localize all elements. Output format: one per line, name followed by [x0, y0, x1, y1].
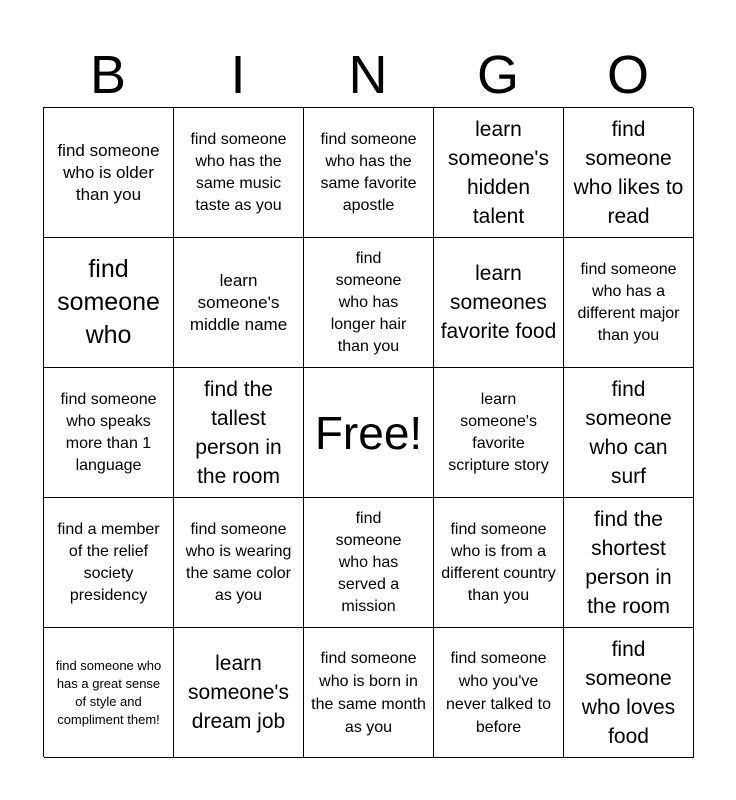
cell-text: learn someones favorite food: [440, 262, 557, 343]
cell-text: find someone who is from a different country than you: [441, 520, 556, 604]
bingo-cell[interactable]: [304, 628, 434, 758]
bingo-cell[interactable]: [174, 498, 304, 628]
bingo-cell[interactable]: [434, 238, 564, 368]
free-space: Free!: [314, 406, 423, 459]
cell-text: find the shortest person in the room: [585, 507, 672, 618]
cell-text: find someone who has longer hair than you: [330, 249, 407, 355]
bingo-cell[interactable]: [434, 108, 564, 238]
bingo-cell[interactable]: [174, 108, 304, 238]
bingo-cell[interactable]: [44, 498, 174, 628]
cell-text: find someone who has the same favorite apostle: [320, 130, 417, 214]
bingo-cell[interactable]: [434, 368, 564, 498]
cell-text: find someone who can surf: [585, 377, 672, 488]
bingo-cell[interactable]: [564, 368, 694, 498]
bingo-cell[interactable]: [44, 368, 174, 498]
cell-text: find a member of the relief society presidency: [57, 520, 160, 604]
header-letter-g: G: [476, 45, 519, 105]
bingo-cell[interactable]: [174, 628, 304, 758]
cell-text: find someone who likes to read: [573, 117, 684, 228]
cell-text: learn someone's favorite scripture story: [448, 390, 549, 474]
header-letter-b: B: [89, 45, 127, 105]
bingo-cell[interactable]: [304, 238, 434, 368]
bingo-cell[interactable]: [304, 498, 434, 628]
header-letter-i: I: [230, 45, 246, 105]
cell-text: find someone who has a different major than you: [577, 260, 680, 344]
bingo-cell[interactable]: [434, 628, 564, 758]
cell-text: find someone who has served a mission: [335, 509, 402, 615]
bingo-cell[interactable]: [564, 628, 694, 758]
bingo-cell[interactable]: [44, 238, 174, 368]
bingo-cell[interactable]: [434, 498, 564, 628]
cell-text: find someone who is older than you: [57, 140, 160, 204]
cell-text: find someone who has the same music taste as you: [190, 130, 287, 214]
bingo-header: [43, 44, 693, 106]
header-letter-o: O: [606, 45, 649, 105]
cell-text: find someone who is born in the same month as you: [311, 649, 426, 736]
bingo-cell[interactable]: [174, 238, 304, 368]
cell-text: find someone who is wearing the same color as you: [185, 520, 292, 604]
cell-text: find someone who you've never talked to before: [446, 649, 551, 736]
bingo-cell[interactable]: [304, 368, 434, 498]
bingo-cell[interactable]: [304, 108, 434, 238]
cell-text: learn someone's middle name: [189, 270, 288, 334]
bingo-cell[interactable]: [174, 368, 304, 498]
bingo-cell[interactable]: [564, 238, 694, 368]
cell-text: find someone who has a great sense of style and compliment them!: [55, 657, 162, 727]
bingo-cell[interactable]: [44, 628, 174, 758]
cell-text: find someone who speaks more than 1 language: [60, 390, 157, 474]
cell-text: find someone who: [57, 255, 160, 349]
header-letter-n: N: [348, 45, 388, 105]
cell-text: learn someone's dream job: [188, 652, 289, 733]
bingo-cell[interactable]: [564, 108, 694, 238]
bingo-cell[interactable]: [564, 498, 694, 628]
cell-text: find someone who loves food: [581, 637, 676, 748]
bingo-board: [43, 107, 693, 757]
cell-text: find the tallest person in the room: [195, 377, 282, 488]
cell-text: learn someone's hidden talent: [448, 117, 549, 228]
bingo-cell[interactable]: [44, 108, 174, 238]
